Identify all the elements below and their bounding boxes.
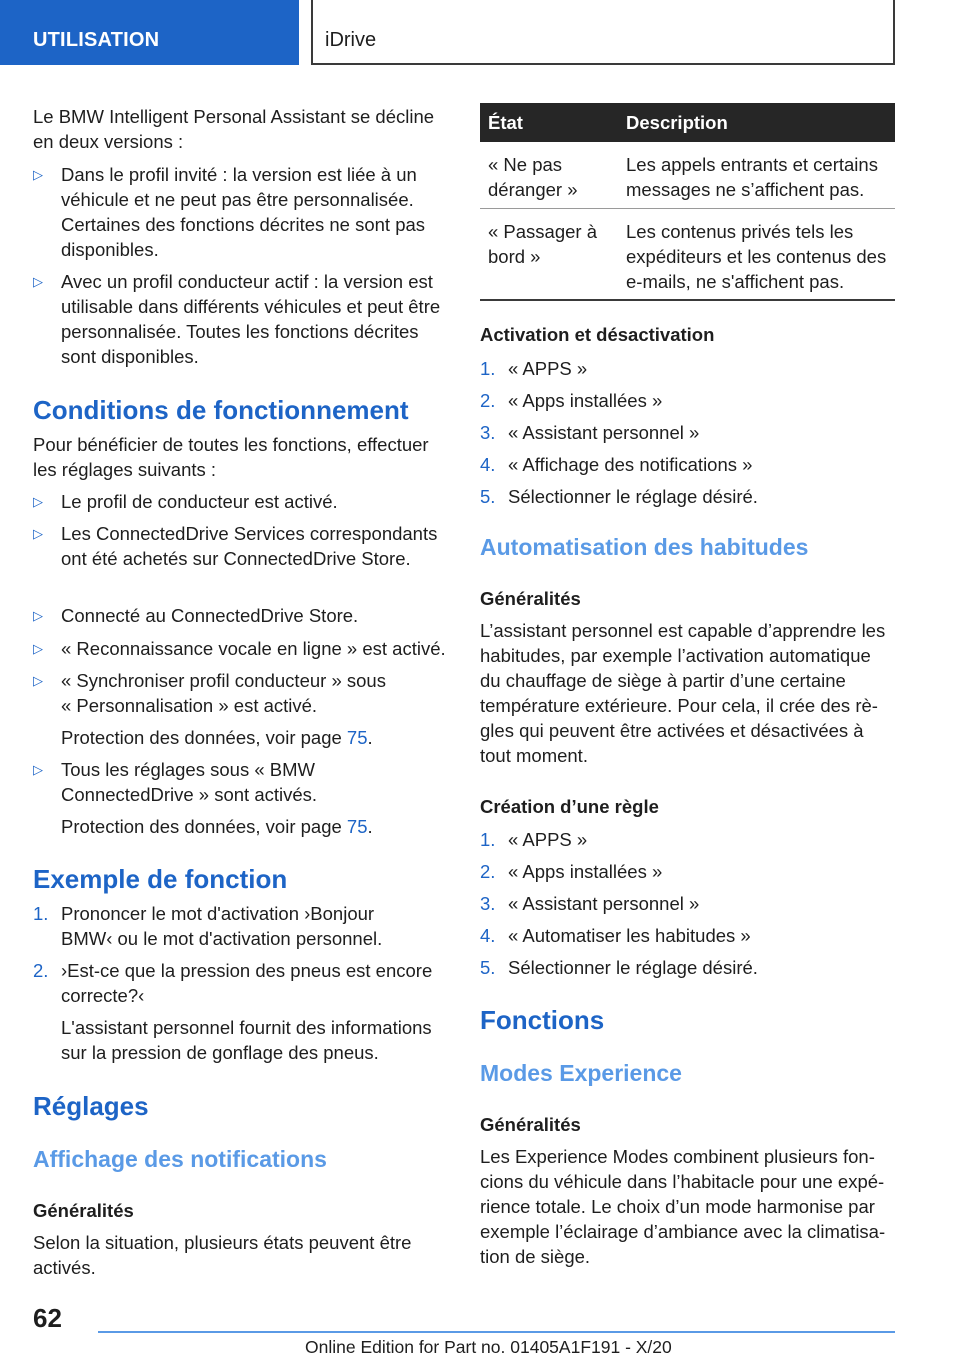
privacy-note: Protection des données, voir page 75. [61,727,373,748]
table-row [480,208,895,300]
table-header-description: Description [618,103,895,142]
table-header-state: État [480,103,618,142]
step-number: 5. [480,486,496,507]
step-number: 2. [33,960,49,981]
example-note: L'assistant personnel fournit des informations sur la pression de gonflage des pneus. [61,1017,432,1063]
table-cell: « Passager à bord » [480,208,618,300]
table-row [480,142,895,208]
bullet-triangle-icon: ▷ [33,167,43,182]
heading-general: Généralités [480,1114,581,1135]
functions-paragraph: Les Experience Modes combinent plusieurs foncions du véhicule dans l’habitacle pour une expérience totale. Le choix d’un mode harmonise par exemple l’éclairage d’ambiance avec la climatisation de siège. [480,1146,886,1267]
bullet-triangle-icon: ▷ [33,673,43,688]
page-number: 62 [33,1303,62,1333]
bullet-triangle-icon: ▷ [33,274,43,289]
step-number: 2. [480,861,496,882]
bullet-triangle-icon: ▷ [33,494,43,509]
table-cell: Les contenus privés tels les expéditeurs et les contenus des e-mails, ne s'affichent pas. [618,208,895,300]
heading-general: Généralités [33,1200,134,1221]
subheading-notifications: Affichage des notifications [33,1146,327,1172]
subheading-habits: Automatisation des habitudes [480,534,809,560]
page-link[interactable]: 75 [346,816,368,837]
table-cell: « Ne pas déranger » [480,142,618,208]
state-table [480,103,895,301]
chapter-tab [311,0,895,65]
table-header-row [480,103,895,142]
step-number: 1. [480,358,496,379]
page-link[interactable]: 75 [346,727,368,748]
table-cell: Les appels entrants et certains messages ne s’affichent pas. [618,142,895,208]
subheading-experience-modes: Modes Experience [480,1060,682,1086]
privacy-note: Protection des données, voir page 75. [61,816,373,837]
step-number: 5. [480,957,496,978]
conditions-paragraph: Pour bénéficier de toutes les fonctions, effectuer les réglages suivants : [33,434,429,480]
settings-paragraph: Selon la situation, plusieurs états peuvent être activés. [33,1232,412,1278]
heading-example: Exemple de fonction [33,864,288,894]
step-number: 4. [480,925,496,946]
footer-divider [98,1331,895,1333]
section-title: UTILISATION [33,29,160,51]
bullet-triangle-icon: ▷ [33,641,43,656]
heading-settings: Réglages [33,1091,149,1121]
step-number: 2. [480,390,496,411]
heading-activation: Activation et désactivation [480,324,715,345]
step-number: 3. [480,893,496,914]
heading-functions: Fonctions [480,1005,605,1035]
step-number: 4. [480,454,496,475]
heading-create-rule: Création d’une règle [480,796,659,817]
heading-general: Généralités [480,588,581,609]
bullet-triangle-icon: ▷ [33,762,43,777]
bullet-triangle-icon: ▷ [33,526,43,541]
section-tab [0,0,299,65]
chapter-title: iDrive [325,29,377,51]
heading-conditions: Conditions de fonctionnement [33,395,409,425]
footer-edition: Online Edition for Part no. 01405A1F191 - X/20 [305,1337,672,1357]
step-number: 1. [33,903,49,924]
intro-paragraph: Le BMW Intelligent Personal Assistant se décline en deux versions : [33,106,435,152]
step-number: 3. [480,422,496,443]
step-number: 1. [480,829,496,850]
bullet-triangle-icon: ▷ [33,608,43,623]
habits-paragraph: L’assistant personnel est capable d’apprendre les habitudes, par exemple l’activation automatique du chauffage de siège à partir d’une certaine température extérieure. Pour cela, il crée des règles qui peuvent être activées et désactivées à tout moment. [480,620,886,766]
